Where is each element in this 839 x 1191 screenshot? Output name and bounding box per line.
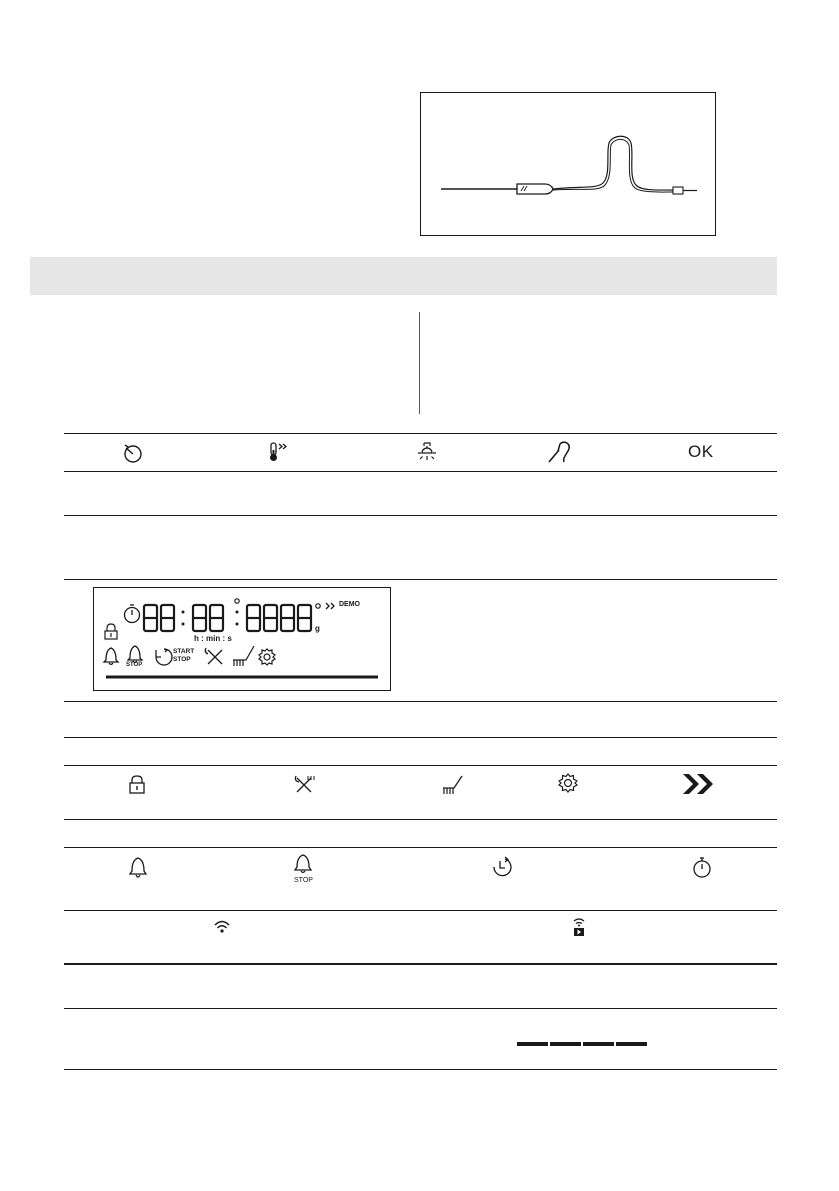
fast-heat-up-arrows-icon [680, 772, 718, 796]
lcd-demo-label: DEMO [339, 601, 360, 608]
column-divider [419, 312, 420, 414]
table-rule [64, 819, 777, 820]
lcd-display [93, 587, 391, 691]
minute-minder-icon [121, 442, 145, 464]
table-rule [64, 847, 777, 848]
progress-segment [616, 1042, 647, 1046]
end-bell-stop-label: STOP [294, 877, 313, 884]
table-rule [64, 1008, 777, 1009]
lcd-start-label: START [173, 648, 195, 655]
lcd-degree-dot [316, 604, 320, 608]
lcd-cleaning-icon [233, 646, 254, 666]
lcd-stop-label: STOP [173, 656, 191, 663]
end-bell-icon [128, 856, 148, 880]
progress-segment [583, 1042, 614, 1046]
fast-heat-up-icon [266, 441, 292, 463]
ok-text: OK [688, 442, 714, 461]
table-rule [64, 579, 777, 580]
food-sensor-probe-icon [421, 93, 715, 235]
progress-segment [550, 1042, 581, 1046]
lcd-weight-unit: g [315, 624, 320, 633]
remote-operation-icon [571, 917, 587, 937]
table-rule [64, 515, 777, 516]
lcd-lock-icon [105, 624, 117, 639]
table-rule [64, 963, 777, 965]
lcd-bell-stop-icon [128, 646, 142, 663]
progress-segment [517, 1042, 548, 1046]
wifi-icon [213, 919, 231, 935]
lcd-assisted-cooking-icon [205, 648, 222, 664]
probe-figure [420, 92, 716, 236]
settings-icon [557, 772, 579, 794]
lamp-icon [415, 441, 439, 463]
section-header-bar [30, 257, 777, 295]
table-rule [64, 737, 777, 738]
lcd-bell-icon [104, 648, 118, 665]
end-action-icon [490, 855, 514, 879]
table-rule [64, 701, 777, 702]
cleaning-icon [442, 774, 464, 796]
lcd-end-action-icon [156, 649, 172, 665]
food-sensor-icon [546, 440, 576, 464]
lcd-time-units: h : min : s [194, 634, 232, 643]
timer-icon [691, 855, 713, 879]
lcd-digit-group [144, 605, 311, 631]
lcd-degree-dot [235, 599, 239, 603]
table-rule [64, 433, 777, 434]
child-lock-icon [127, 774, 147, 796]
progress-indicator [517, 1042, 647, 1048]
table-rule [64, 765, 777, 766]
lcd-timer-icon [125, 605, 140, 623]
lcd-settings-icon [259, 649, 275, 665]
end-bell-stop-icon [293, 853, 313, 875]
table-rule [64, 910, 777, 911]
table-rule [64, 1069, 777, 1070]
lcd-bell-stop-label: STOP [126, 662, 143, 668]
lcd-arrows-icon [326, 603, 334, 609]
assisted-cooking-icon [293, 774, 315, 796]
table-rule [64, 471, 777, 472]
